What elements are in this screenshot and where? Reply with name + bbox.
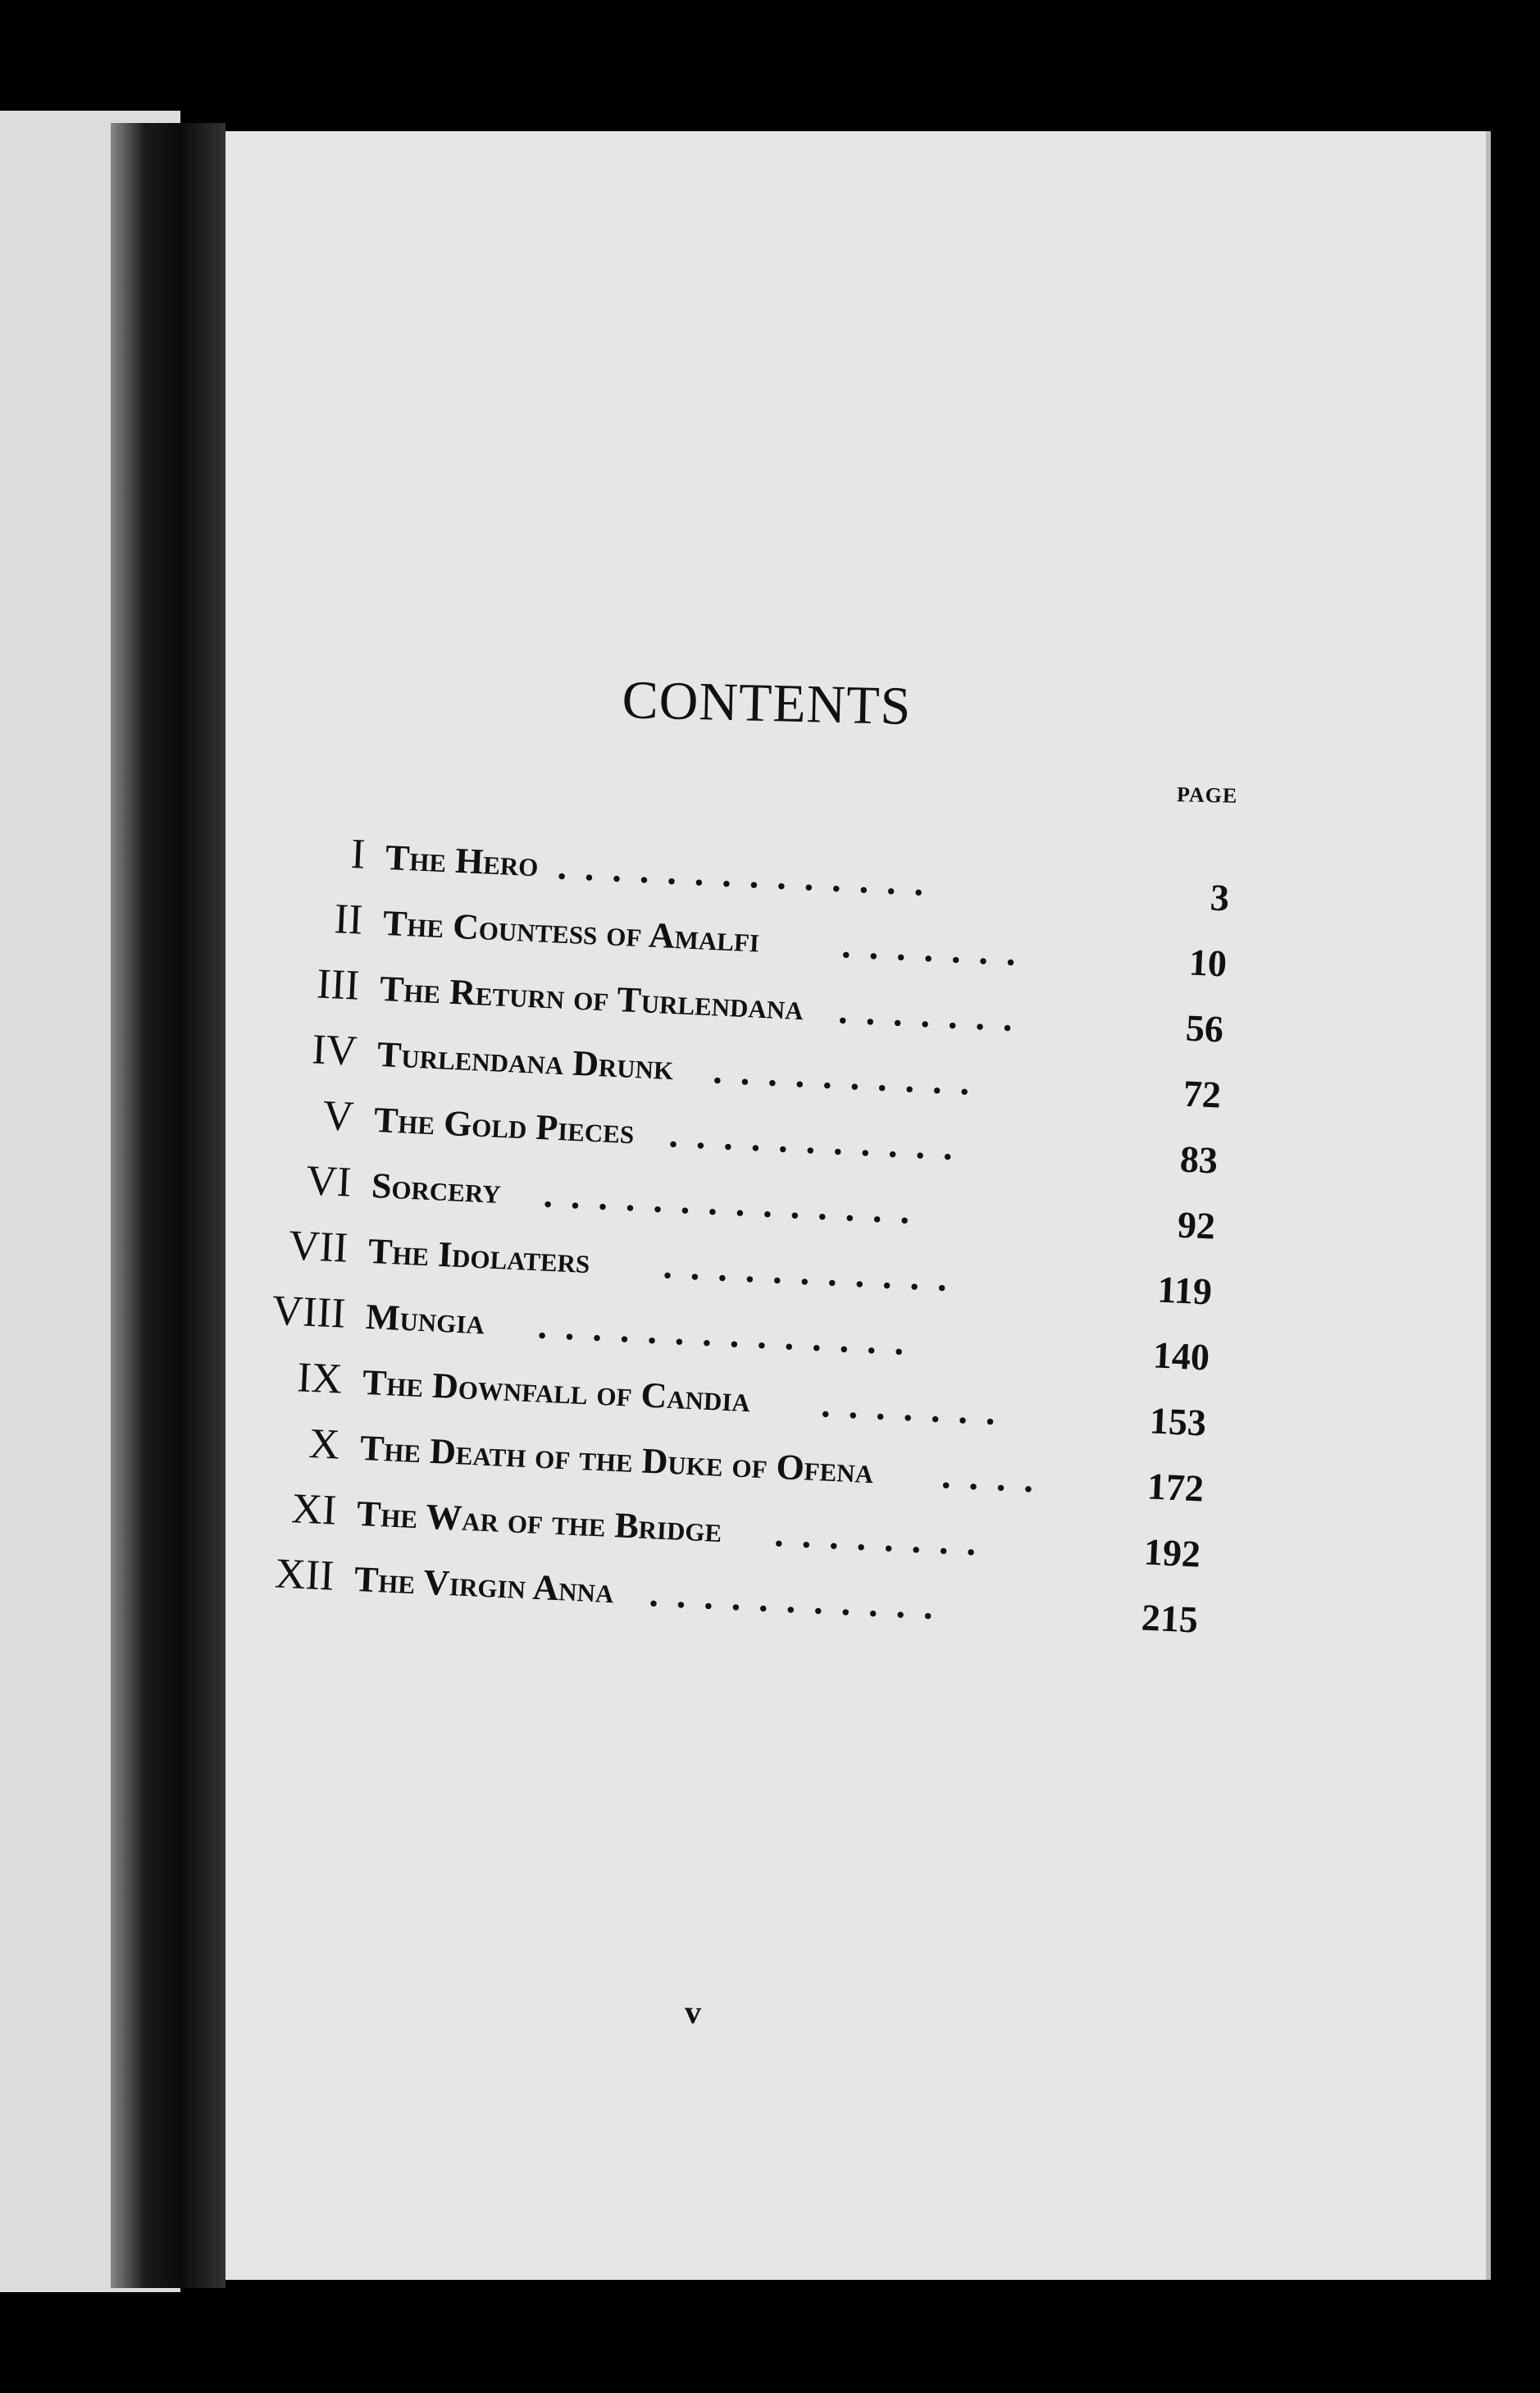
book-spine-shadow bbox=[111, 123, 226, 2288]
page-number: 215 bbox=[1140, 1596, 1200, 1641]
chapter-number: II bbox=[333, 896, 364, 944]
dot-leader: .......... bbox=[712, 1049, 989, 1104]
chapter-title: The Hero bbox=[385, 836, 540, 885]
dot-leader: .............. bbox=[536, 1304, 923, 1364]
chapter-number: I bbox=[349, 830, 367, 878]
chapter-number: VII bbox=[287, 1222, 349, 1272]
chapter-number: IX bbox=[296, 1354, 344, 1403]
dot-leader: ....... bbox=[837, 989, 1032, 1040]
chapter-title: Sorcery bbox=[371, 1165, 502, 1211]
page-number: 3 bbox=[1209, 876, 1231, 919]
chapter-number: XII bbox=[273, 1550, 335, 1600]
page-column-header: PAGE bbox=[1176, 782, 1238, 808]
dot-leader: ........... bbox=[662, 1244, 967, 1300]
chapter-number: V bbox=[321, 1092, 355, 1141]
dot-leader: .............. bbox=[542, 1173, 929, 1233]
chapter-title: The War of the Bridge bbox=[356, 1493, 723, 1551]
chapter-title: The Idolaters bbox=[367, 1230, 591, 1282]
chapter-number: III bbox=[316, 960, 361, 1010]
page-folio: v bbox=[684, 1993, 702, 2031]
page-number: 119 bbox=[1156, 1268, 1214, 1313]
chapter-number: VIII bbox=[271, 1287, 347, 1338]
dot-leader: ........ bbox=[773, 1512, 996, 1565]
chapter-number: IV bbox=[311, 1026, 358, 1075]
chapter-title: The Return of Turlendana bbox=[379, 968, 804, 1028]
page-number: 140 bbox=[1151, 1333, 1211, 1379]
chapter-title: The Countess of Amalfi bbox=[382, 902, 761, 960]
page-number: 172 bbox=[1146, 1465, 1205, 1510]
page-number: 10 bbox=[1187, 941, 1228, 985]
table-of-contents bbox=[226, 131, 1488, 2280]
dot-leader: ........... bbox=[648, 1572, 953, 1628]
chapter-title: Mungia bbox=[365, 1296, 486, 1342]
dot-leader: ....... bbox=[841, 923, 1035, 974]
chapter-number: VI bbox=[305, 1157, 353, 1206]
page-number: 192 bbox=[1142, 1530, 1202, 1575]
page-number: 153 bbox=[1148, 1399, 1208, 1444]
page-number: 72 bbox=[1182, 1072, 1223, 1116]
chapter-title: Turlendana Drunk bbox=[376, 1033, 675, 1088]
contents-page bbox=[226, 131, 1488, 2280]
page-title: CONTENTS bbox=[621, 670, 913, 736]
chapter-title: The Downfall of Candia bbox=[362, 1361, 752, 1420]
page-number: 83 bbox=[1178, 1137, 1219, 1182]
page-number: 56 bbox=[1184, 1006, 1225, 1051]
dot-leader: ........... bbox=[667, 1113, 973, 1169]
dot-leader: .............. bbox=[556, 845, 943, 905]
chapter-title: The Gold Pieces bbox=[373, 1099, 636, 1152]
chapter-title: The Death of the Duke of Ofena bbox=[359, 1427, 875, 1492]
chapter-number: XI bbox=[290, 1485, 338, 1534]
dot-leader: .... bbox=[941, 1454, 1053, 1502]
dot-leader: ....... bbox=[820, 1383, 1014, 1434]
page-number: 92 bbox=[1176, 1203, 1217, 1247]
chapter-title: The Virgin Anna bbox=[353, 1558, 615, 1611]
chapter-number: X bbox=[308, 1420, 341, 1469]
